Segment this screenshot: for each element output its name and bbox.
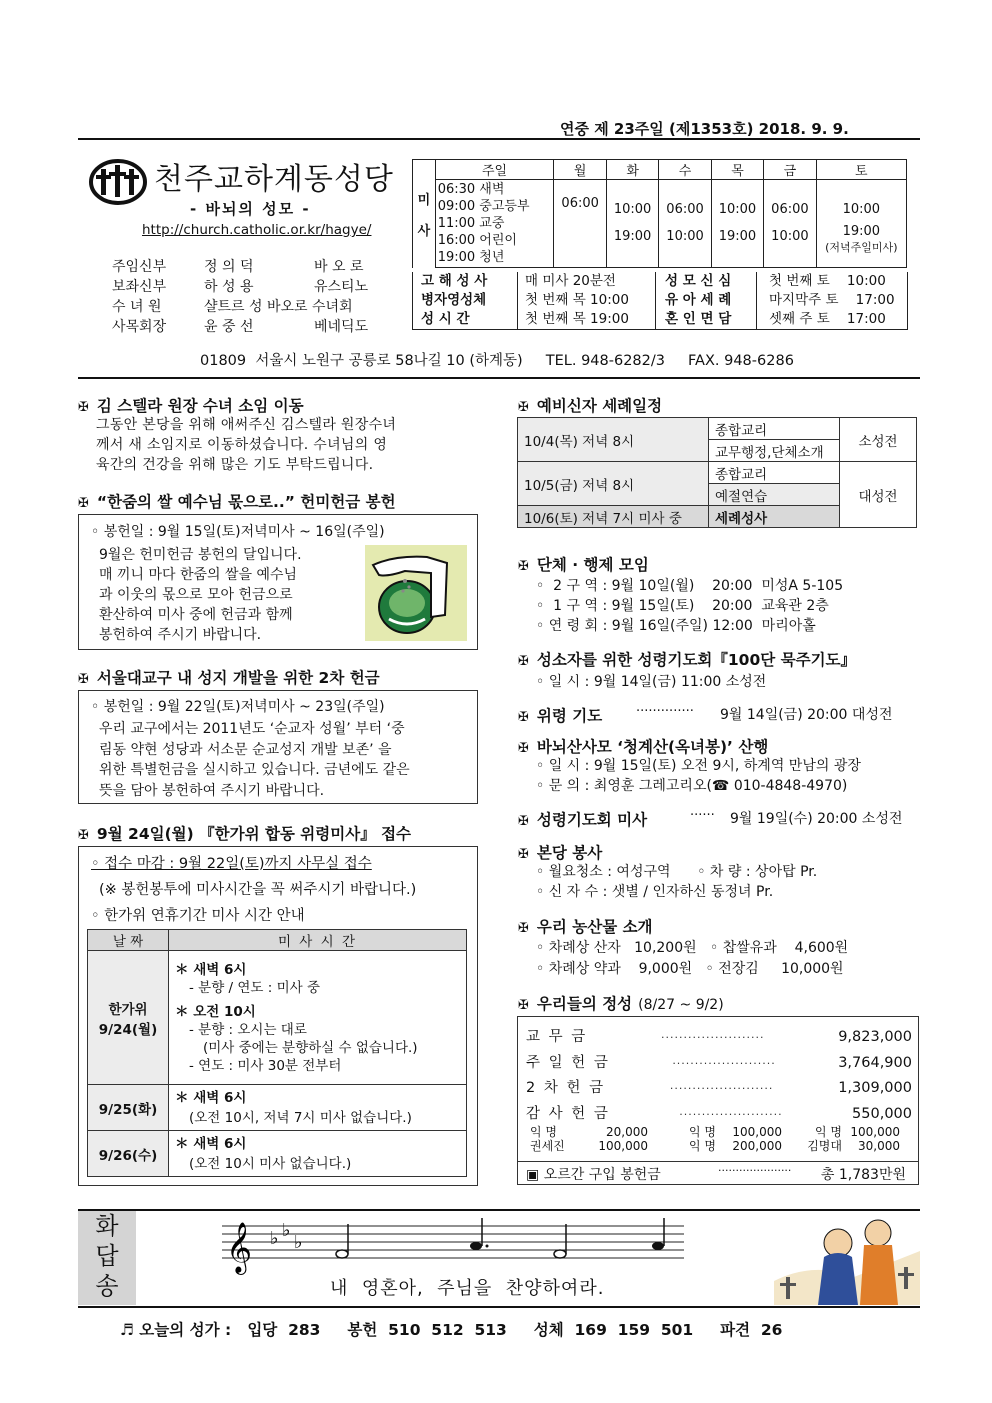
flat-icon: ♭: [282, 1220, 291, 1241]
group-meetings: ◦ 2 구 역 : 9월 10일(월) 20:00 미성A 5-105 ◦ 1 구 역 : 9월 15일(토) 20:00 교육관 2층 ◦ 연 령 회 : 9월 16일(주일) 12:00 마리아홀: [536, 578, 844, 634]
baptism-when: 10/4(목) 저녁 8시: [518, 418, 709, 462]
sacrament-divider: [655, 272, 656, 329]
tue-times: 10:00 19:00: [606, 180, 658, 268]
psalm-text: 내 영혼아, 주님을 찬양하여라.: [330, 1278, 605, 1299]
section-title: ✠ 단체 · 행제 모임: [518, 556, 649, 574]
staff-extra: 베네딕도: [314, 319, 369, 335]
memorial-prayer-info: 9월 14일(금) 20:00 대성전: [720, 707, 893, 723]
section-title: ✠ 우리 농산물 소개: [518, 918, 653, 936]
section-title: ✠ 김 스텔라 원장 수녀 소임 이동: [78, 397, 304, 415]
staff-name: 윤 중 선: [204, 319, 254, 335]
hymn-line: ♬ 오늘의 성가 : 입당 283 봉헌 510 512 513 성체 169 159 501 파견 26: [120, 1321, 783, 1339]
rice-offering-illustration: [365, 545, 467, 641]
chuseok-mass-table: 날 짜 미 사 시 간 한가위 9/24(월) ＊ 새벽 6시 - 분향 / 연도 : 미사 중 ＊ 오전 10시 - 분향 : 오시는 대로 (미사 중에는 분향하실 수 없습니다.) - 연도 : 미사 30분 전부터 9/25(화) ＊ 새벽 6시 (오전 10시, 저녁 7시 미사 없습니다.) 9/26(수) ＊ 새벽 6시 (오전 10시 미사 없습니다.): [87, 929, 467, 1177]
day-mon: 월: [554, 160, 606, 180]
section-title: ✠ 9월 24일(월) 『한가위 합동 위령미사』 접수: [78, 825, 412, 843]
section-title: ✠ 성소자를 위한 성령기도회『100단 묵주기도』: [518, 651, 857, 669]
staff-extra: 바 오 로: [314, 259, 364, 275]
treble-clef-icon: 𝄞: [226, 1222, 253, 1273]
thu-times: 10:00 19:00: [711, 180, 763, 268]
section-title: ✠ 예비신자 세례일정: [518, 397, 663, 415]
s4-box: ◦ 접수 마감 : 9월 22일(토)까지 사무실 접수 (※ 봉헌봉투에 미사시간을 꼭 써주시기 바랍니다.) ◦ 한가위 연휴기간 미사 시간 안내 날 짜 미 사 시 간 한가위 9/24(월) ＊ 새벽 6시 - 분향 / 연도 : 미사 중 ＊ 오전 10시 - 분향 : 오시는 대로 (미사 중에는 분향하실 수 없습니다.) - 연도 : 미사 30분 전부터 9/25(화) ＊ 새벽 6시 (오전 10시, 저녁 7시 미사 없습니다.) 9/26(수) ＊ 새벽 6시 (오전 10시 미사 없습니다.): [78, 846, 478, 1186]
section-title: ✠ 바뇌산사모 ‘청계산(옥녀봉)’ 산행: [518, 738, 769, 756]
sacrament-divider: [517, 272, 518, 329]
staff-name: 정 의 덕: [204, 259, 254, 275]
staff-role: 주임신부: [112, 259, 167, 275]
day-sunday: 주일: [435, 160, 554, 180]
wed-times: 06:00 10:00: [659, 180, 711, 268]
parish-url[interactable]: http://church.catholic.or.kr/hagye/: [142, 222, 372, 238]
section-title: ✠ 본당 봉사: [518, 844, 603, 862]
rosary-info: ◦ 일 시 : 9월 14일(금) 11:00 소성전: [536, 674, 767, 690]
organ-fund-box: ▣ 오르간 구입 봉헌금 ····················· 총 1,783만원: [517, 1160, 919, 1185]
day-thu: 목: [711, 160, 763, 180]
staff-name: 하 성 용: [204, 279, 254, 295]
fri-times: 06:00 10:00: [764, 180, 816, 268]
sunday-times: 06:30 새벽 09:00 중고등부 11:00 교중 16:00 어린이 19:00 청년: [435, 180, 554, 268]
psalm-bottom-rule: [78, 1306, 920, 1308]
baptism-when: 10/6(토) 저녁 7시 미사 중: [518, 506, 709, 528]
section-title: ✠ 위령 기도: [518, 707, 603, 725]
col-date: 날 짜: [88, 930, 169, 951]
parish-subtitle: - 바뇌의 성모 -: [190, 200, 311, 218]
issue-line: 연중 제 23주일 (제1353호) 2018. 9. 9.: [560, 120, 849, 138]
header-rule: [78, 138, 920, 140]
section-title: ✠ “한줌의 쌀 예수님 몫으로..” 헌미헌금 봉헌: [78, 493, 396, 511]
s2-box: ◦ 봉헌일 : 9월 15일(토)저녁미사 ~ 16일(주일) 9월은 헌미헌금 봉헌의 달입니다. 매 끼니 마다 한줌의 쌀을 예수님 과 이웃의 몫으로 모아 헌금으로 환산하여 미사 중에 헌금과 함께 봉헌하여 주시기 바랍니다.: [78, 514, 478, 650]
day-fri: 금: [764, 160, 816, 180]
row-date: 9/26(수): [88, 1131, 169, 1177]
psalm-label: 화 답 송: [78, 1211, 136, 1305]
day-sat: 토: [816, 160, 906, 180]
leader-dots: ······: [690, 808, 715, 823]
baptism-when: 10/5(금) 저녁 8시: [518, 462, 709, 506]
staff-role: 사목회장: [112, 319, 167, 335]
s1-body: 그동안 본당을 위해 애써주신 김스텔라 원장수녀 께서 새 소임지로 이동하셨습니다. 수녀님의 영 육간의 건강을 위해 많은 기도 부탁드립니다.: [96, 417, 397, 473]
psalm-music-staff: [222, 1212, 684, 1276]
staff-list: [112, 256, 402, 336]
header-bottom-rule: [78, 377, 920, 379]
s3-box: ◦ 봉헌일 : 9월 22일(토)저녁미사 ~ 23일(주일) 우리 교구에서는 2011년도 ‘순교자 성월’ 부터 ‘중 림동 약현 성당과 서소문 순교성지 개발 보존’ 을 위한 특별헌금을 실시하고 있습니다. 금년에도 같은 뜻을 담아 봉헌하여 주시기 바랍니다.: [78, 690, 478, 804]
parish-logo: [88, 157, 150, 205]
mass-schedule-table: [412, 159, 907, 268]
saints-illustration: [774, 1211, 920, 1305]
baptism-where: 소성전: [840, 418, 917, 462]
mass-side-label: 미 사: [413, 160, 436, 268]
parish-name: 천주교하계동성당: [154, 162, 394, 197]
baptism-schedule-table: 10/4(목) 저녁 8시 종합교리 소성전 교무행정,단체소개 10/5(금) 저녁 8시 종합교리 대성전 예절연습 10/6(토) 저녁 7시 미사 중 세례성사: [517, 417, 917, 528]
day-tue: 화: [606, 160, 658, 180]
flat-icon: ♭: [294, 1232, 303, 1253]
staff-role: 수 녀 원: [112, 299, 162, 315]
section-title: ✠ 서울대교구 내 성지 개발을 위한 2차 헌금: [78, 669, 380, 687]
day-wed: 수: [659, 160, 711, 180]
col-times: 미 사 시 간: [169, 930, 467, 951]
staff-name: 샬트르 성 바오로 수녀회: [204, 299, 353, 315]
note: [554, 1224, 566, 1258]
section-title: ✠ 우리들의 정성 (8/27 ~ 9/2): [518, 995, 724, 1013]
flat-icon: ♭: [270, 1228, 279, 1249]
leader-dots: ··············: [636, 704, 694, 719]
staff-extra: 유스티노: [314, 279, 369, 295]
hiking-info: ◦ 일 시 : 9월 15일(토) 오전 9시, 하계역 만남의 광장 ◦ 문 의 : 최영훈 그레고리오(☎ 010-4848-4970): [536, 758, 861, 794]
mon-times: 06:00: [554, 180, 606, 268]
row-date: 한가위 9/24(월): [88, 951, 169, 1085]
spirit-mass-info: 9월 19일(수) 20:00 소성전: [730, 811, 903, 827]
offering-box: 교 무 금 ······················· 9,823,000 주 일 헌 금 ······················· 3,764,900 2 차 헌 금 ······················· 1,309,000 감 사 헌 금 ······················· 550,000 익 명 20,000 익 명 100,000 익 명 100,000 권세진 100,000 익 명 200,000 김명대 30,000: [517, 1016, 919, 1162]
row-date: 9/25(화): [88, 1085, 169, 1131]
baptism-where: 대성전: [840, 462, 917, 528]
section-title: ✠ 성령기도회 미사: [518, 811, 648, 829]
sacrament-divider: [756, 272, 757, 329]
note: [336, 1224, 348, 1258]
sat-times: 10:00 19:00 (저녁주일미사): [816, 180, 906, 268]
produce-info: ◦ 차례상 산자 10,200원 ◦ 찹쌀유과 4,600원 ◦ 차례상 약과 9,000원 ◦ 전장김 10,000원: [536, 940, 849, 977]
sacrament-box: 고 해 성 사 매 미사 20분전 성 모 신 심 첫 번째 토 10:00 병자영성체 첫 번째 목 10:00 유 아 세 례 마지막주 토 17:00 성 시 간 첫 번째 목 19:00 혼 인 면 담 셋째 주 토 17:00: [412, 272, 908, 330]
address-line: 01809 서울시 노원구 공릉로 58나길 10 (하계동) TEL. 948-6282/3 FAX. 948-6286: [200, 353, 794, 369]
service-info: ◦ 월요청소 : 여성구역 ◦ 차 량 : 상아탑 Pr. ◦ 신 자 수 : 샛별 / 인자하신 동정녀 Pr.: [536, 864, 818, 900]
staff-role: 보좌신부: [112, 279, 167, 295]
